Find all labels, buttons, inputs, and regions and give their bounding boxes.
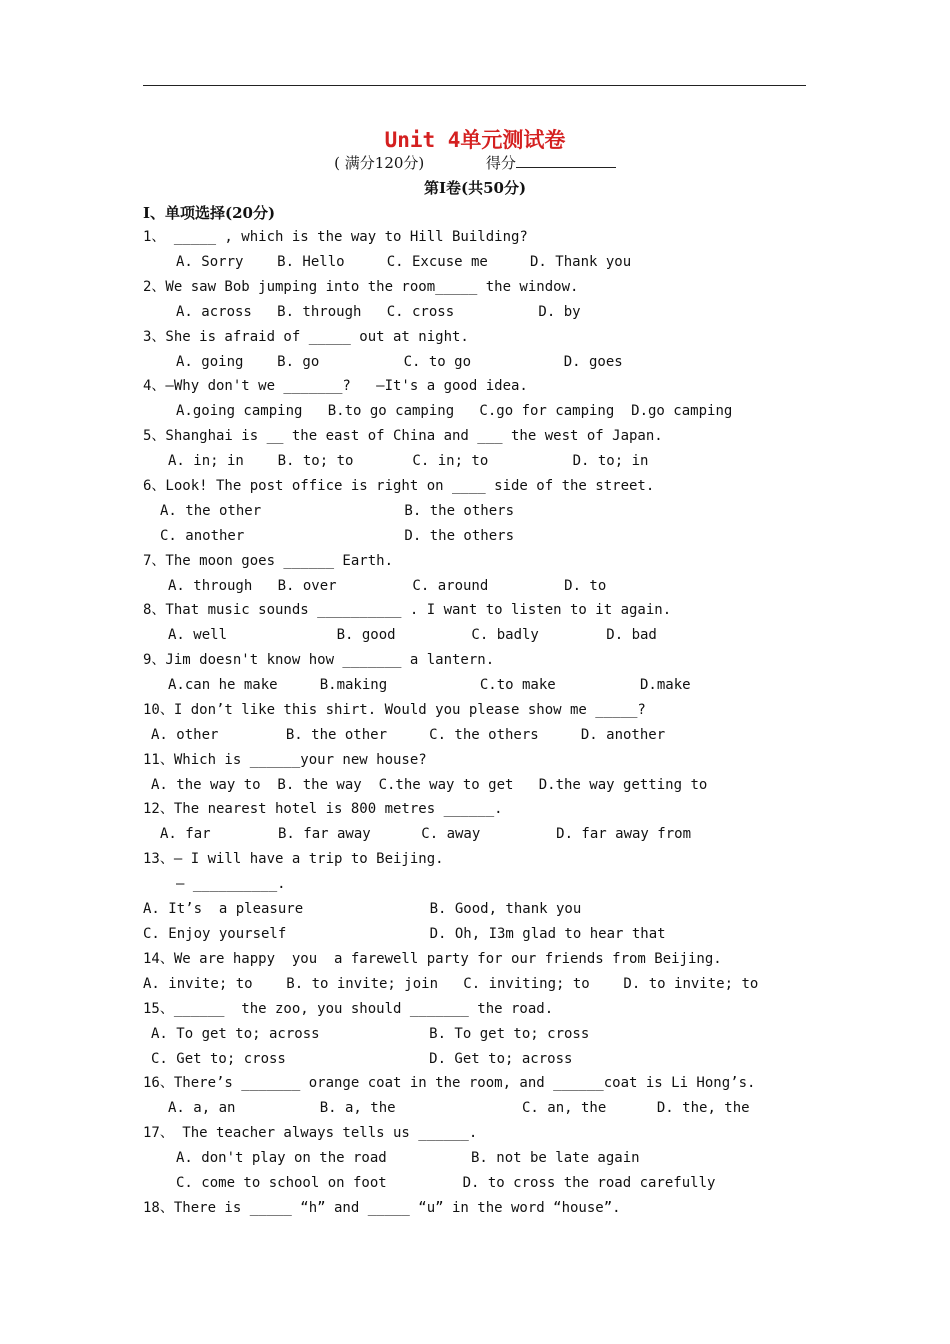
options-17b: C. come to school on foot D. to cross the road carefully	[176, 1175, 716, 1191]
question-4: 4、—Why don't we _______? —It's a good idea.	[143, 378, 528, 394]
score-label: 得分	[485, 154, 516, 172]
question-8: 8、That music sounds __________ . I want to listen to it again.	[143, 602, 672, 618]
options-13a: A. It’s a pleasure B. Good, thank you	[143, 901, 582, 917]
options-5: A. in; in B. to; to C. in; to D. to; in	[168, 453, 649, 469]
options-14: A. invite; to B. to invite; join C. inviting; to D. to invite; to	[143, 976, 759, 992]
options-17a: A. don't play on the road B. not be late again	[176, 1150, 640, 1166]
question-11: 11、Which is ______your new house?	[143, 752, 427, 768]
question-18: 18、There is _____ “h” and _____ “u” in the word “house”.	[143, 1200, 621, 1216]
options-15b: C. Get to; cross D. Get to; across	[151, 1051, 573, 1067]
question-10: 10、I don’t like this shirt. Would you please show me _____?	[143, 702, 646, 718]
question-13-reply: — __________.	[176, 876, 286, 892]
options-2: A. across B. through C. cross D. by	[176, 304, 581, 320]
question-15: 15、______ the zoo, you should _______ the road.	[143, 1001, 554, 1017]
question-2: 2、We saw Bob jumping into the room_____ the window.	[143, 279, 579, 295]
question-6: 6、Look! The post office is right on ____ side of the street.	[143, 478, 655, 494]
question-3: 3、She is afraid of _____ out at night.	[143, 329, 469, 345]
question-5: 5、Shanghai is __ the east of China and ___ the west of Japan.	[143, 428, 663, 444]
score-line	[0, 152, 950, 173]
question-14: 14、We are happy you a farewell party for our friends from Beijing.	[143, 951, 722, 967]
question-17: 17、 The teacher always tells us ______.	[143, 1125, 478, 1141]
question-9: 9、Jim doesn't know how _______ a lantern.	[143, 652, 495, 668]
section-title: Ⅰ、单项选择(20分)	[143, 204, 276, 222]
page-title: Unit 4单元测试卷	[384, 128, 566, 152]
question-7: 7、The moon goes ______ Earth.	[143, 553, 394, 569]
question-16: 16、There’s _______ orange coat in the room, and ______coat is Li Hong’s.	[143, 1075, 756, 1091]
options-12: A. far B. far away C. away D. far away from	[160, 826, 692, 842]
question-12: 12、The nearest hotel is 800 metres ______.	[143, 801, 503, 817]
options-7: A. through B. over C. around D. to	[168, 578, 607, 594]
options-3: A. going B. go C. to go D. goes	[176, 354, 623, 370]
options-4: A.going camping B.to go camping C.go for camping D.go camping	[176, 403, 733, 419]
question-1: 1、 _____ , which is the way to Hill Building?	[143, 229, 528, 245]
options-9: A.can he make B.making C.to make D.make	[168, 677, 691, 693]
options-6b: C. another D. the others	[160, 528, 515, 544]
part-title: 第Ⅰ卷(共50分)	[423, 179, 527, 197]
options-15a: A. To get to; across B. To get to; cross	[151, 1026, 590, 1042]
options-1: A. Sorry B. Hello C. Excuse me D. Thank you	[176, 254, 632, 270]
options-16: A. a, an B. a, the C. an, the D. the, the	[168, 1100, 750, 1116]
question-13: 13、— I will have a trip to Beijing.	[143, 851, 444, 867]
top-rule	[143, 85, 806, 86]
options-13b: C. Enjoy yourself D. Oh, I3m glad to hear that	[143, 926, 666, 942]
options-11: A. the way to B. the way C.the way to get D.the way getting to	[151, 777, 708, 793]
options-10: A. other B. the other C. the others D. another	[151, 727, 666, 743]
options-8: A. well B. good C. badly D. bad	[168, 627, 657, 643]
full-score: ( 满分120分)	[334, 154, 425, 172]
options-6a: A. the other B. the others	[160, 503, 515, 519]
score-blank	[516, 153, 616, 168]
